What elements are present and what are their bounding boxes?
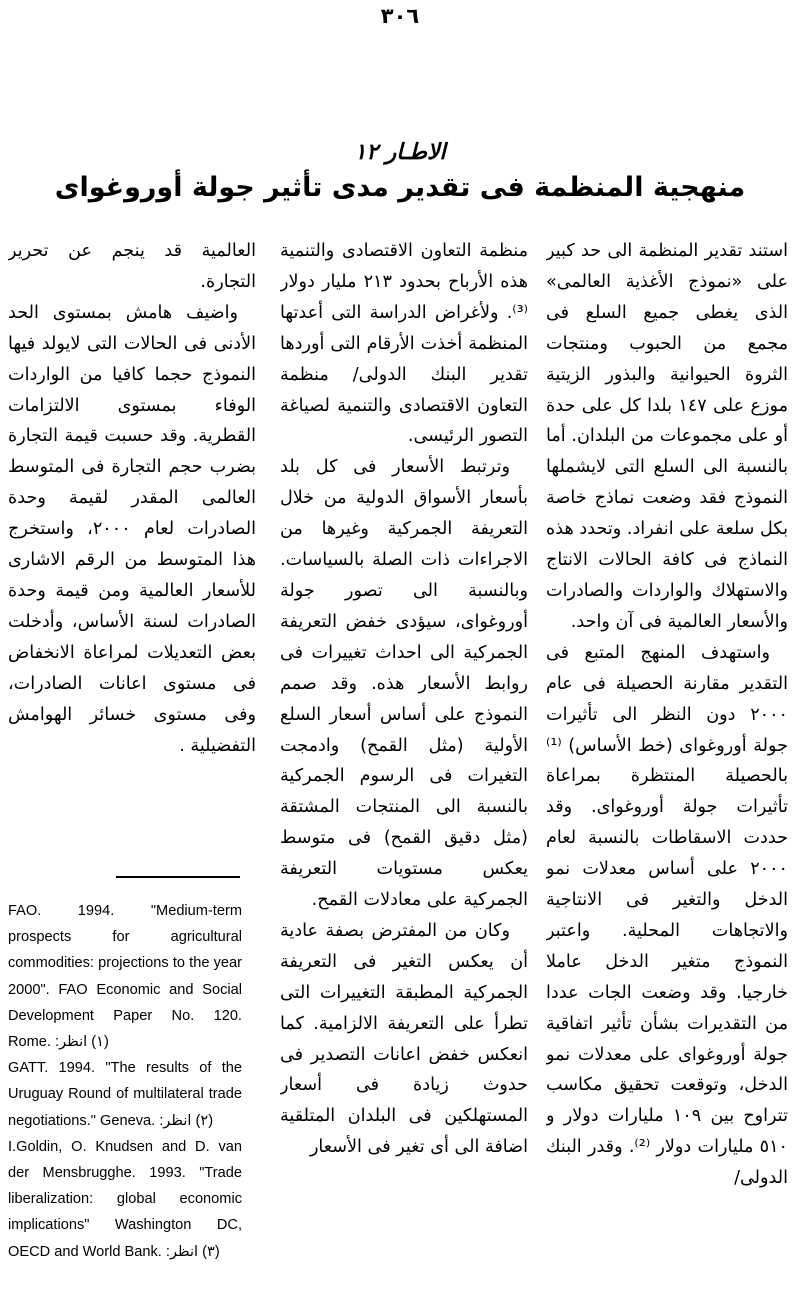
footnote-text: FAO. 1994. "Medium-term prospects for agricultural commodities: projections to the year 2000". FAO Economic and Social Development Paper No. 120. Rome.	[8, 903, 242, 1051]
footnote-marker: (٢) انظر:	[159, 1112, 214, 1129]
paragraph: العالمية قد ينجم عن تحرير التجارة.	[8, 241, 256, 292]
footnote-2	[8, 1055, 242, 1134]
footnote-marker: (١) انظر:	[55, 1034, 109, 1051]
paragraph: استند تقدير المنظمة الى حد كبير على «نموذج الأغذية العالمى» الذى يغطى جميع السلع فى مجمع من الحبوب ومنتجات الثروة الحيوانية والبذور الزيتية موزع على ١٤٧ بلدا كل على حدة أو على مجموعات من البلدان. أما بالنسبة الى السلع التى لايشملها النموذج فقد وضعت نماذج خاصة بكل سلعة على انفراد. وتحدد هذه النماذج فى كافة الحالات الانتاج والاستهلاك والواردات والصادرات والأسعار العالمية فى آن واحد.	[546, 241, 788, 632]
page-number: ٣٠٦	[380, 4, 420, 28]
column-middle	[280, 236, 528, 1316]
paragraph: وكان من المفترض بصفة عادية أن يعكس التغير فى التعريفة الجمركية المطبقة التغييرات التى تطرأ على التعريفة الالزامية. كما انعكس خفض اعانات التصدير فى حدوث زيادة فى أسعار المستهلكين فى البلدان المتلقية اضافة الى أى تغير فى الأسعار	[280, 920, 528, 1158]
paragraph: واستهدف المنهج المتبع فى التقدير مقارنة الحصيلة فى عام ٢٠٠٠ دون النظر الى تأثيرات جولة أوروغواى (خط الأساس) ⁽¹⁾ بالحصيلة المنتظرة بمراعاة تأثيرات جولة أوروغواى. وقد حددت الاسقاطات بالنسبة لعام ٢٠٠٠ على أساس معدلات نمو الدخل والتغير فى الانتاجية والاتجاهات المحلية. واعتبر النموذج متغير الدخل عاملا خارجيا. وقد وضعت الجات عددا من التقديرات بشأن تأثير اتفاقية جولة أوروغواى على معدلات نمو الدخل، وتوقعت تحقيق مكاسب تتراوح بين ١٠٩ مليارات دولار و ٥١٠ مليارات دولار ⁽²⁾. وقدر البنك الدولى/	[546, 642, 788, 1189]
paragraph: وترتبط الأسعار فى كل بلد بأسعار الأسواق الدولية من خلال التعريفة الجمركية وغيرها من الاجراءات ذات الصلة بالسياسات. وبالنسبة الى تصور جولة أوروغواى، سيؤدى خفض التعريفة الجمركية الى احداث تغييرات فى روابط الأسعار هذه. وقد صمم النموذج على أساس أسعار السلع الأولية (مثل القمح) وادمجت التغيرات فى الرسوم الجمركية بالنسبة الى المنتجات المشتقة (مثل دقيق القمح) فى متوسط يعكس مستويات التعريفة الجمركية على معادلات القمح.	[280, 457, 528, 911]
column-right	[546, 236, 788, 1316]
footnote-text: I.Goldin, O. Knudsen and D. van der Mensbrugghe. 1993. "Trade liberalization: global economic implications" Washington DC, OECD and World Bank.	[8, 1138, 242, 1260]
paragraph: منظمة التعاون الاقتصادى والتنمية هذه الأرباح بحدود ٢١٣ مليار دولار ⁽³⁾. ولأغراض الدراسة التى أعدتها المنظمة أخذت الأرقام التى أوردها تقدير البنك الدولى/ منظمة التعاون الاقتصادى والتنمية لصياغة التصور الرئيسى.	[280, 241, 528, 447]
column-left	[8, 236, 256, 846]
footnote-divider	[116, 876, 240, 878]
footnote-text: GATT. 1994. "The results of the Uruguay Round of multilateral trade negotiations." Geneva.	[8, 1060, 242, 1129]
box-title: منهجية المنظمة فى تقدير مدى تأثير جولة أوروغواى	[54, 172, 746, 203]
footnotes	[8, 898, 242, 1265]
box-label: الاطـار ١٢	[354, 140, 446, 165]
footnote-1	[8, 898, 242, 1055]
footnote-marker: (٣) انظر:	[165, 1243, 220, 1260]
paragraph: واضيف هامش بمستوى الحد الأدنى فى الحالات التى لايولد فيها النموذج حجما كافيا من الواردات الوفاء بمستوى الالتزامات القطرية. وقد حسبت قيمة التجارة بضرب حجم التجارة فى المتوسط العالمى المقدر لقيمة وحدة الصادرات لعام ٢٠٠٠، واستخرج هذا المتوسط من الرقم الاشارى للأسعار العالمية ومن قيمة وحدة الصادرات لسنة الأساس، وأدخلت بعض التعديلات لمراعاة الانخفاض فى مستوى اعانات الصادرات، وفى مستوى خسائر الهوامش التفضيلية .	[8, 302, 256, 756]
footnote-3	[8, 1134, 242, 1265]
